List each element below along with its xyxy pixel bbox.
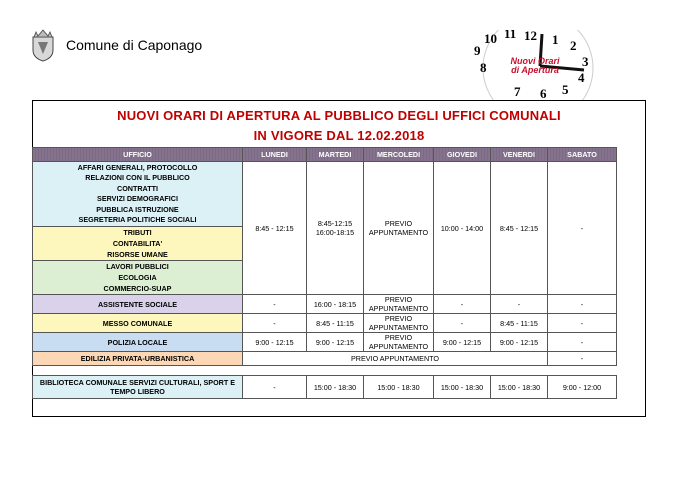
comune-name: Comune di Caponago: [66, 37, 203, 53]
svg-text:5: 5: [562, 82, 569, 97]
col-header-sabato: SABATO: [548, 148, 617, 162]
table-row: [33, 162, 617, 227]
svg-text:12: 12: [524, 30, 537, 43]
group-giovedi: 10:00 - 14:00: [434, 162, 491, 295]
clock-logo-label: Nuovi Orari di Apertura: [510, 56, 560, 75]
col-header-mercoledi: MERCOLEDI: [364, 148, 434, 162]
group-lunedi: 8:45 - 12:15: [243, 162, 307, 295]
col-header-martedi: MARTEDI: [307, 148, 364, 162]
svg-text:2: 2: [570, 38, 577, 53]
table-header-row: [33, 148, 617, 162]
table-row: BIBLIOTECA COMUNALE SERVIZI CULTURALI, SPORT E TEMPO LIBERO - 15:00 - 18:30 15:00 - 18:30 15:00 - 18:30 15:00 - 18:30 9:00 - 12:00: [33, 376, 617, 399]
table-row: ASSISTENTE SOCIALE - 16:00 - 18:15 PREVIO APPUNTAMENTO - - -: [33, 295, 617, 314]
col-header-giovedi: GIOVEDI: [434, 148, 491, 162]
col-header-ufficio: UFFICIO: [33, 148, 243, 162]
col-header-venerdi: VENERDI: [491, 148, 548, 162]
group-martedi: 8:45-12:15 16:00-18:15: [307, 162, 364, 295]
svg-text:10: 10: [484, 31, 497, 46]
page-subtitle: IN VIGORE DAL 12.02.2018: [253, 128, 425, 143]
col-header-lunedi: LUNEDI: [243, 148, 307, 162]
table-row: POLIZIA LOCALE 9:00 - 12:15 9:00 - 12:15 PREVIO APPUNTAMENTO 9:00 - 12:15 9:00 - 12:15 -: [33, 333, 617, 352]
schedule-table: [32, 147, 617, 399]
group-mercoledi: PREVIO APPUNTAMENTO: [364, 162, 434, 295]
table-row: MESSO COMUNALE - 8:45 - 11:15 PREVIO APPUNTAMENTO - 8:45 - 11:15 -: [33, 314, 617, 333]
page-header: [30, 28, 202, 62]
group-sabato: -: [548, 162, 617, 295]
svg-text:9: 9: [474, 43, 481, 58]
edilizia-weekdays: PREVIO APPUNTAMENTO: [243, 352, 548, 366]
svg-text:8: 8: [480, 60, 487, 75]
municipal-crest-icon: [30, 28, 56, 62]
office-messo-comunale: MESSO COMUNALE: [33, 314, 243, 333]
office-polizia-locale: POLIZIA LOCALE: [33, 333, 243, 352]
svg-text:4: 4: [578, 70, 585, 85]
office-cell-affari-generali: AFFARI GENERALI, PROTOCOLLO RELAZIONI CON IL PUBBLICO CONTRATTI SERVIZI DEMOGRAFICI PUBBLICA ISTRUZIONE SEGRETERIA POLITICHE SOCIALI: [33, 162, 243, 227]
office-cell-lavori-pubblici: LAVORI PUBBLICI ECOLOGIA COMMERCIO-SUAP: [33, 261, 243, 295]
svg-text:7: 7: [514, 84, 521, 99]
group-venerdi: 8:45 - 12:15: [491, 162, 548, 295]
table-row: EDILIZIA PRIVATA-URBANISTICA PREVIO APPUNTAMENTO -: [33, 352, 617, 366]
office-assistente-sociale: ASSISTENTE SOCIALE: [33, 295, 243, 314]
table-spacer: [33, 366, 617, 376]
office-cell-tributi: TRIBUTI CONTABILITA' RISORSE UMANE: [33, 227, 243, 261]
office-biblioteca-comunale: BIBLIOTECA COMUNALE SERVIZI CULTURALI, SPORT E TEMPO LIBERO: [33, 376, 243, 399]
svg-text:6: 6: [540, 86, 547, 100]
office-edilizia-privata: EDILIZIA PRIVATA-URBANISTICA: [33, 352, 243, 366]
svg-text:11: 11: [504, 30, 517, 41]
svg-text:1: 1: [552, 32, 559, 47]
svg-text:3: 3: [582, 54, 589, 69]
page-title: NUOVI ORARI DI APERTURA AL PUBBLICO DEGLI UFFICI COMUNALI: [117, 108, 561, 123]
